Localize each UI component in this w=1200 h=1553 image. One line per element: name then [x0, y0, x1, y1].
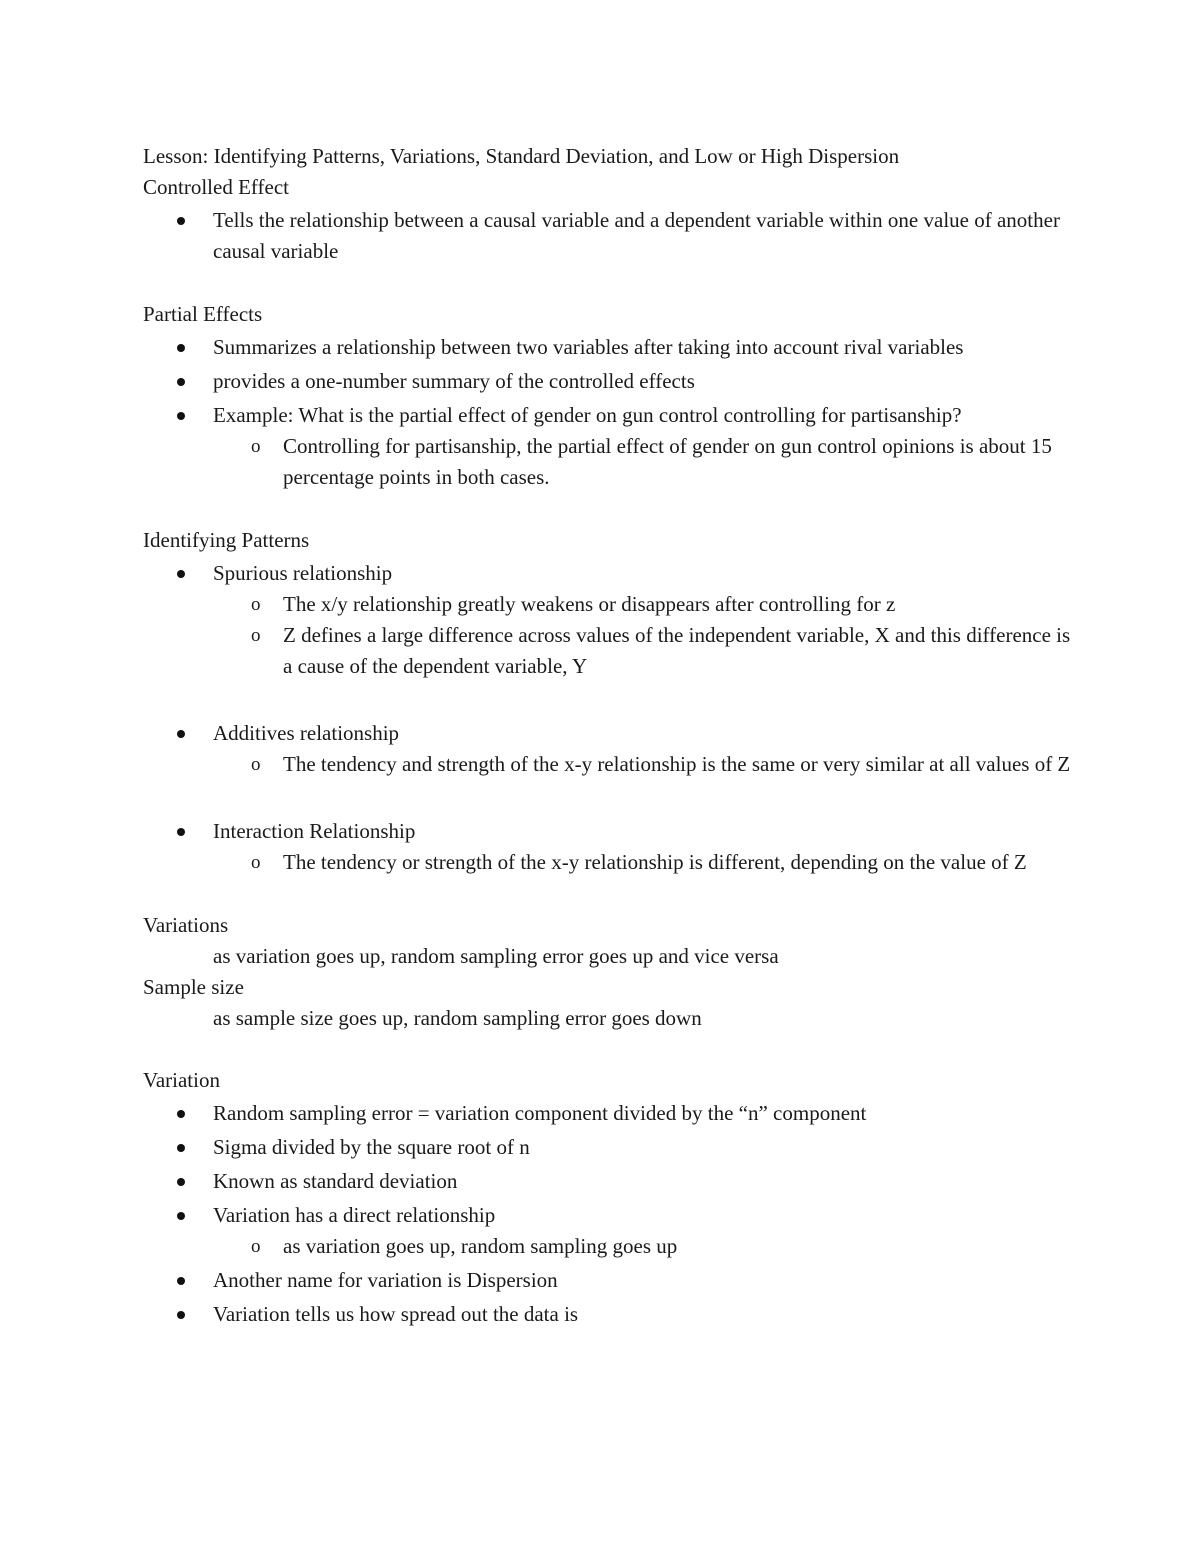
list-item: Known as standard deviation: [213, 1166, 1083, 1197]
sub-list: [213, 431, 1083, 493]
sub-list-item: o Z defines a large difference across values of the independent variable, X and this difference is a cause of the dependent variable, Y: [283, 620, 1083, 682]
list-item: [213, 1200, 1083, 1262]
list-item: Tells the relationship between a causal variable and a dependent variable within one value of another causal variable: [213, 205, 1083, 267]
list-item: Sigma divided by the square root of n: [213, 1132, 1083, 1163]
identifying-patterns-list-2: [143, 718, 1083, 780]
list-item: [213, 816, 1083, 878]
list-item: Summarizes a relationship between two variables after taking into account rival variables: [213, 332, 1083, 363]
controlled-effect-list: [143, 205, 1083, 267]
list-item-text: Additives relationship: [213, 721, 400, 745]
list-item: [213, 400, 1083, 493]
heading-controlled-effect: Controlled Effect: [143, 175, 289, 199]
list-item: Another name for variation is Dispersion: [213, 1265, 1083, 1296]
variation-list: [143, 1098, 1083, 1330]
sub-list-item: o The tendency and strength of the x-y relationship is the same or very similar at all values of Z: [283, 749, 1083, 780]
list-item: Random sampling error = variation component divided by the “n” component: [213, 1098, 1083, 1129]
heading-identifying-patterns: Identifying Patterns: [143, 528, 310, 552]
sub-list: [213, 589, 1083, 682]
sub-list: [213, 1231, 1083, 1262]
lesson-title: Lesson: Identifying Patterns, Variations, Standard Deviation, and Low or High Dispersion: [143, 144, 900, 168]
list-item-text: Spurious relationship: [213, 561, 393, 585]
list-item: [213, 718, 1083, 780]
list-item: [213, 558, 1083, 682]
identifying-patterns-list-3: [143, 816, 1083, 878]
sub-list: [213, 749, 1083, 780]
variations-text: as variation goes up, random sampling error goes up and vice versa: [213, 944, 779, 968]
partial-effects-list: [143, 332, 1083, 493]
sub-list-item: o The tendency or strength of the x-y relationship is different, depending on the value of Z: [283, 847, 1083, 878]
heading-variation: Variation: [143, 1068, 220, 1092]
heading-variations: Variations: [143, 913, 229, 937]
list-item: provides a one-number summary of the controlled effects: [213, 366, 1083, 397]
heading-partial-effects: Partial Effects: [143, 302, 263, 326]
identifying-patterns-list: [143, 558, 1083, 682]
list-item-text: Example: What is the partial effect of gender on gun control controlling for partisanship?: [213, 403, 962, 427]
sub-list-item: o Controlling for partisanship, the partial effect of gender on gun control opinions is about 15 percentage points in both cases.: [283, 431, 1083, 493]
sub-list-item: o The x/y relationship greatly weakens or disappears after controlling for z: [283, 589, 1083, 620]
sub-list: [213, 847, 1083, 878]
list-item: Variation tells us how spread out the data is: [213, 1299, 1083, 1330]
document-page: [143, 141, 1083, 1333]
list-item-text: Variation has a direct relationship: [213, 1203, 496, 1227]
sample-size-text: as sample size goes up, random sampling error goes down: [213, 1006, 702, 1030]
sub-list-item: o as variation goes up, random sampling goes up: [283, 1231, 1083, 1262]
heading-sample-size: Sample size: [143, 975, 244, 999]
list-item-text: Interaction Relationship: [213, 819, 416, 843]
